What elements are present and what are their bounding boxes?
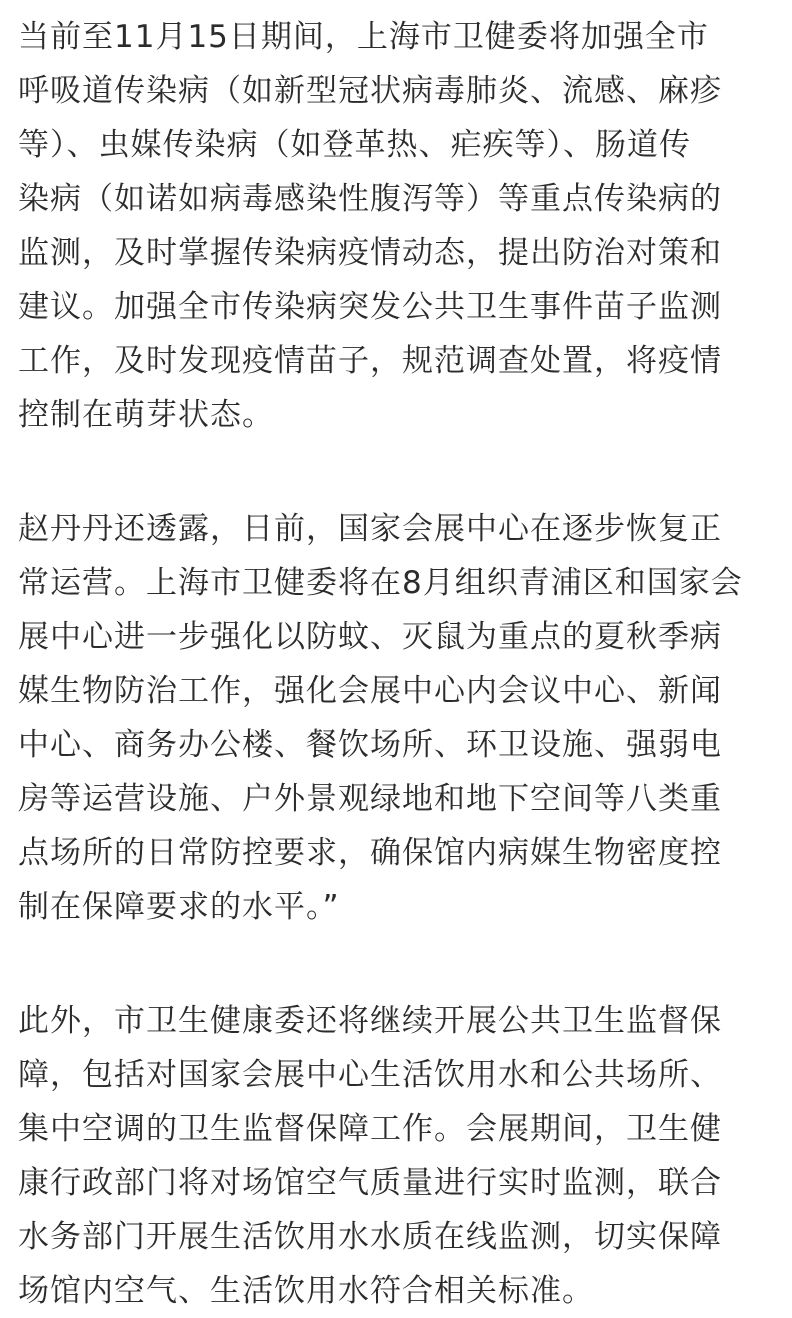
text-line: 场馆内空气、生活饮用水符合相关标准。 bbox=[18, 1273, 594, 1309]
text-line: 控制在萌芽状态。 bbox=[18, 397, 274, 433]
text-line: 康行政部门将对场馆空气质量进行实时监测，联合 bbox=[18, 1165, 722, 1201]
text-line: 展中心进一步强化以防蚊、灭鼠为重点的夏秋季病 bbox=[18, 619, 722, 655]
text-line: 染病（如诺如病毒感染性腹泻等）等重点传染病的 bbox=[18, 181, 722, 217]
text-line: 常运营。上海市卫健委将在8月组织青浦区和国家会 bbox=[18, 565, 743, 601]
text-line: 当前至11月15日期间，上海市卫健委将加强全市 bbox=[18, 19, 709, 55]
text-line: 中心、商务办公楼、餐饮场所、环卫设施、强弱电 bbox=[18, 727, 722, 763]
text-line: 等）、虫媒传染病（如登革热、疟疾等）、肠道传 bbox=[18, 127, 691, 163]
paragraph-vector-control bbox=[18, 502, 776, 934]
text-line: 呼吸道传染病（如新型冠状病毒肺炎、流感、麻疹 bbox=[18, 73, 722, 109]
text-line: 房等运营设施、户外景观绿地和地下空间等八类重 bbox=[18, 781, 722, 817]
text-line: 建议。加强全市传染病突发公共卫生事件苗子监测 bbox=[18, 289, 722, 325]
paragraph-health-supervision bbox=[18, 994, 776, 1318]
text-line: 媒生物防治工作，强化会展中心内会议中心、新闻 bbox=[18, 673, 722, 709]
article-body bbox=[18, 10, 776, 1318]
text-line: 制在保障要求的水平。” bbox=[18, 889, 340, 925]
text-line: 工作，及时发现疫情苗子，规范调查处置，将疫情 bbox=[18, 343, 722, 379]
text-line: 此外，市卫生健康委还将继续开展公共卫生监督保 bbox=[18, 1003, 722, 1039]
text-line: 集中空调的卫生监督保障工作。会展期间，卫生健 bbox=[18, 1111, 722, 1147]
paragraph-epidemic-monitoring bbox=[18, 10, 776, 442]
text-line: 点场所的日常防控要求，确保馆内病媒生物密度控 bbox=[18, 835, 722, 871]
text-line: 监测，及时掌握传染病疫情动态，提出防治对策和 bbox=[18, 235, 722, 271]
text-line: 赵丹丹还透露，日前，国家会展中心在逐步恢复正 bbox=[18, 511, 722, 547]
text-line: 水务部门开展生活饮用水水质在线监测，切实保障 bbox=[18, 1219, 722, 1255]
text-line: 障，包括对国家会展中心生活饮用水和公共场所、 bbox=[18, 1057, 722, 1093]
